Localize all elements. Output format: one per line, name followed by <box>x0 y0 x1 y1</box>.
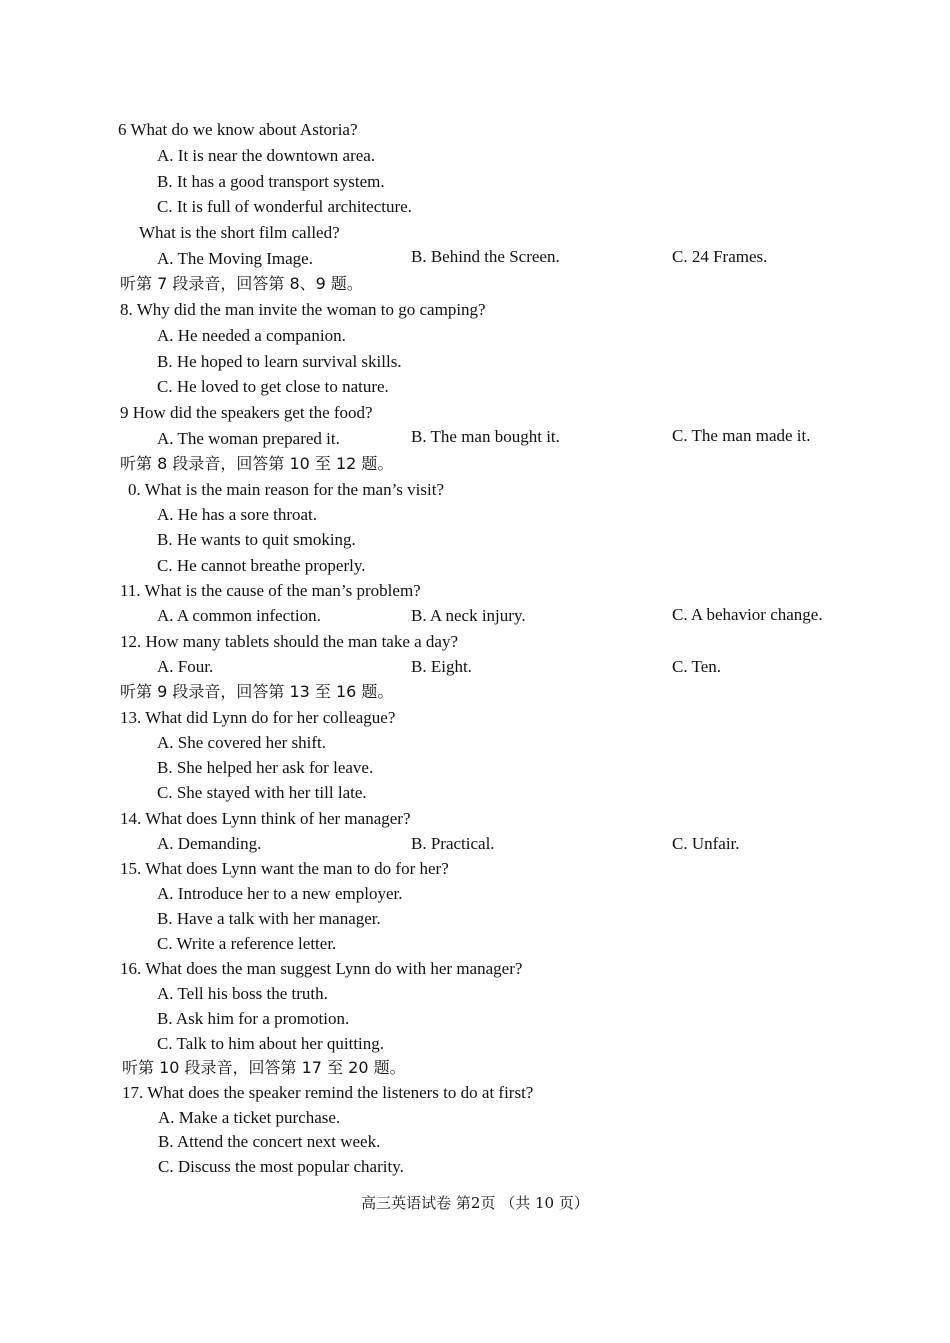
question-16: 16. What does the man suggest Lynn do with her manager? <box>120 959 523 978</box>
option-16b: B. Ask him for a promotion. <box>157 1009 350 1028</box>
option-6c: C. It is full of wonderful architecture. <box>157 197 412 216</box>
option-13c: C. She stayed with her till late. <box>157 783 367 802</box>
option-10b: B. He wants to quit smoking. <box>157 530 356 549</box>
option-8b: B. He hoped to learn survival skills. <box>157 352 402 371</box>
option-9c: C. The man made it. <box>672 426 811 445</box>
option-12b: B. Eight. <box>411 657 472 676</box>
question-12: 12. How many tablets should the man take a day? <box>120 632 459 651</box>
question-10: 0. What is the main reason for the man’s visit? <box>128 480 445 499</box>
option-7c: C. 24 Frames. <box>672 247 768 266</box>
option-11c: C. A behavior change. <box>672 605 823 624</box>
section-heading-9: 听第 9 段录音，回答第 13 至 16 题。 <box>120 682 394 701</box>
question-9: 9 How did the speakers get the food? <box>120 403 373 422</box>
question-8: 8. Why did the man invite the woman to go camping? <box>120 300 486 319</box>
option-6b: B. It has a good transport system. <box>157 172 385 191</box>
option-9a: A. The woman prepared it. <box>157 429 340 448</box>
option-16c: C. Talk to him about her quitting. <box>157 1034 385 1053</box>
option-14c: C. Unfair. <box>672 834 740 853</box>
option-14b: B. Practical. <box>411 834 495 853</box>
option-12c: C. Ten. <box>672 657 722 676</box>
option-16a: A. Tell his boss the truth. <box>157 984 328 1003</box>
question-17: 17. What does the speaker remind the listeners to do at first? <box>122 1083 534 1102</box>
option-17c: C. Discuss the most popular charity. <box>158 1157 404 1176</box>
question-6: 6 What do we know about Astoria? <box>118 120 358 139</box>
option-12a: A. Four. <box>157 657 214 676</box>
option-14a: A. Demanding. <box>157 834 262 853</box>
option-17a: A. Make a ticket purchase. <box>158 1108 341 1127</box>
question-13: 13. What did Lynn do for her colleague? <box>120 708 396 727</box>
option-15a: A. Introduce her to a new employer. <box>157 884 403 903</box>
section-heading-8: 听第 8 段录音，回答第 10 至 12 题。 <box>120 454 394 473</box>
option-13b: B. She helped her ask for leave. <box>157 758 374 777</box>
option-6a: A. It is near the downtown area. <box>157 146 376 165</box>
option-11b: B. A neck injury. <box>411 606 526 625</box>
question-11: 11. What is the cause of the man’s problem? <box>120 581 421 600</box>
option-10c: C. He cannot breathe properly. <box>157 556 366 575</box>
question-15: 15. What does Lynn want the man to do for her? <box>120 859 449 878</box>
option-11a: A. A common infection. <box>157 606 321 625</box>
option-9b: B. The man bought it. <box>411 427 560 446</box>
option-8c: C. He loved to get close to nature. <box>157 377 389 396</box>
option-10a: A. He has a sore throat. <box>157 505 318 524</box>
option-15b: B. Have a talk with her manager. <box>157 909 381 928</box>
page-footer: 高三英语试卷 第2页 （共 10 页） <box>361 1194 589 1212</box>
option-7a: A. The Moving Image. <box>157 249 313 268</box>
option-13a: A. She covered her shift. <box>157 733 327 752</box>
question-7: What is the short film called? <box>139 223 340 242</box>
section-heading-7: 听第 7 段录音，回答第 8、9 题。 <box>120 274 363 293</box>
option-7b: B. Behind the Screen. <box>411 247 560 266</box>
option-8a: A. He needed a companion. <box>157 326 346 345</box>
section-heading-10: 听第 10 段录音，回答第 17 至 20 题。 <box>122 1058 406 1077</box>
question-14: 14. What does Lynn think of her manager? <box>120 809 411 828</box>
option-15c: C. Write a reference letter. <box>157 934 337 953</box>
option-17b: B. Attend the concert next week. <box>158 1132 381 1151</box>
